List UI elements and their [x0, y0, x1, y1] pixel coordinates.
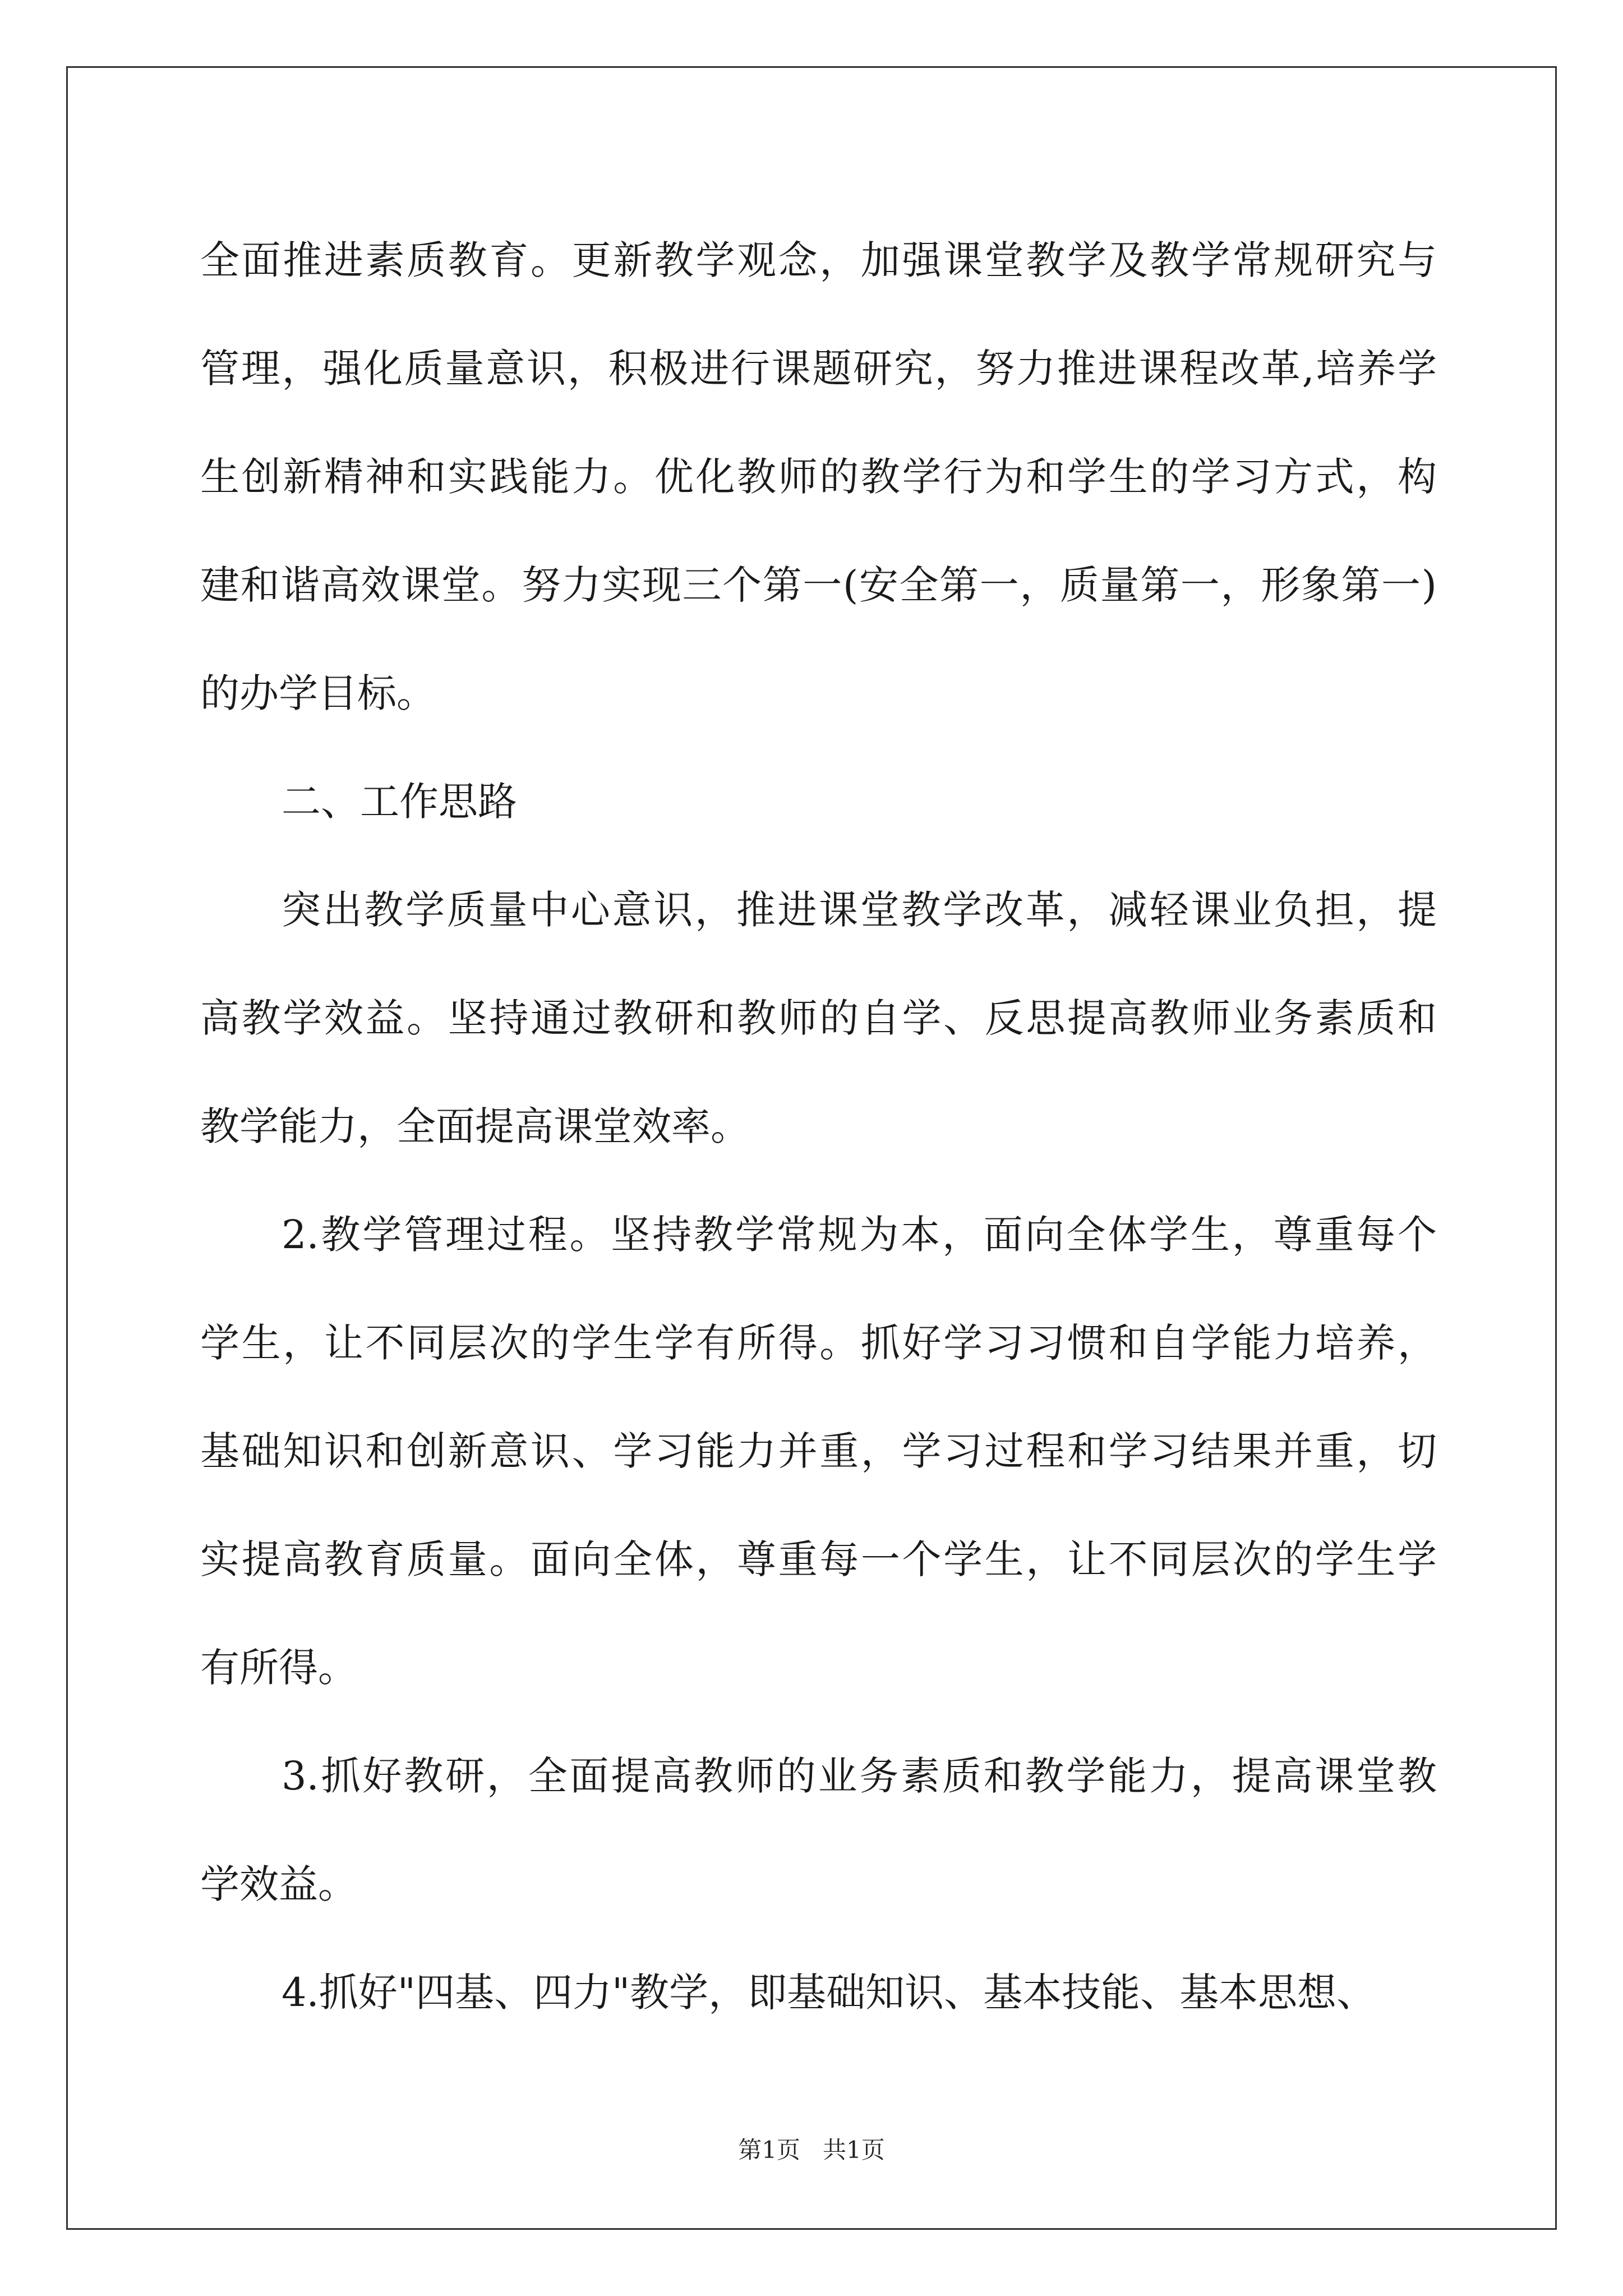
text-line: 3.抓好教研，全面提高教师的业务素质和教学能力，提高课堂教 — [282, 1753, 1437, 1799]
page-number: 第1页 — [738, 2136, 800, 2164]
text-line: 生创新精神和实践能力。优化教师的教学行为和学生的学习方式，构 — [200, 454, 1437, 500]
text-line: 学效益。 — [200, 1861, 357, 1907]
paragraph — [200, 748, 1437, 856]
text-line: 二、工作思路 — [282, 779, 517, 825]
text-line: 的办学目标。 — [200, 670, 436, 716]
text-line: 建和谐高效课堂。努力实现三个第一(安全第一，质量第一，形象第一) — [200, 562, 1437, 608]
text-line: 2.教学管理过程。坚持教学常规为本，面向全体学生，尊重每个 — [282, 1212, 1437, 1258]
paragraph — [200, 1939, 1437, 2047]
text-line: 有所得。 — [200, 1645, 357, 1691]
text-line: 教学能力，全面提高课堂效率。 — [200, 1103, 750, 1149]
text-line: 突出教学质量中心意识，推进课堂教学改革，减轻课业负担，提 — [282, 887, 1437, 933]
text-line: 实提高教育质量。面向全体，尊重每一个学生，让不同层次的学生学 — [200, 1536, 1437, 1582]
page-total: 共1页 — [823, 2136, 885, 2164]
text-line: 4.抓好"四基、四力"教学，即基础知识、基本技能、基本思想、 — [282, 1970, 1376, 2016]
text-line: 管理，强化质量意识，积极进行课题研究，努力推进课程改革,培养学 — [200, 346, 1437, 392]
paragraph — [200, 1722, 1437, 1939]
text-line: 基础知识和创新意识、学习能力并重，学习过程和学习结果并重，切 — [200, 1428, 1437, 1474]
text-line: 学生，让不同层次的学生学有所得。抓好学习习惯和自学能力培养， — [200, 1320, 1437, 1366]
paragraph — [200, 206, 1437, 748]
document-body — [200, 206, 1437, 2047]
paragraph — [200, 856, 1437, 1181]
page-footer — [0, 2132, 1623, 2165]
text-line: 全面推进素质教育。更新教学观念，加强课堂教学及教学常规研究与 — [200, 237, 1437, 283]
text-line: 高教学效益。坚持通过教研和教师的自学、反思提高教师业务素质和 — [200, 995, 1437, 1041]
paragraph — [200, 1181, 1437, 1722]
